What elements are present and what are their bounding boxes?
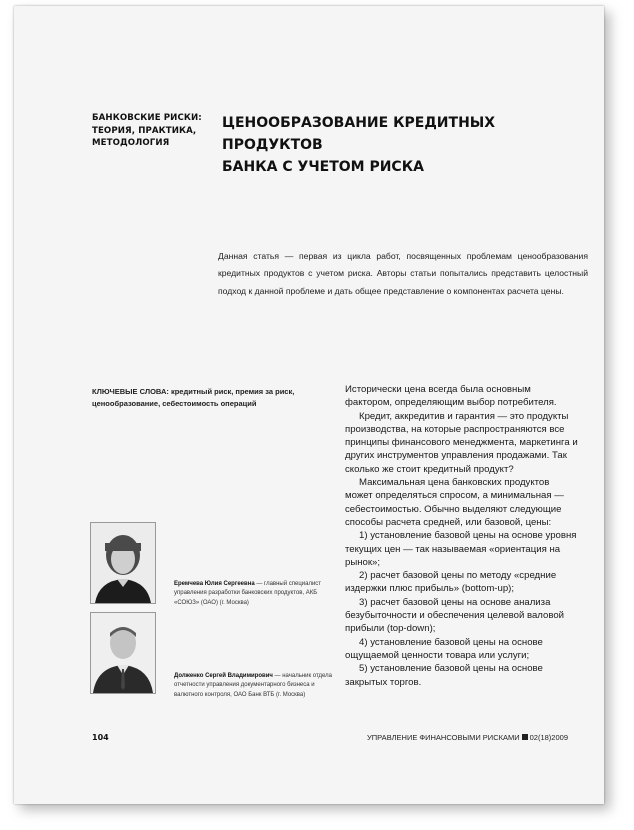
body-paragraph: Кредит, аккредитив и гарантия — это продукты производства, на которые распространяются все принципы финансового менеджмента, маркетинга и других инструментов управления продажами. Так сколько же стоит кредитный продукт?	[345, 410, 578, 475]
author-description: — главный специалист управления разработки банковских продуктов, АКБ «СОЮЗ» (ОАО) (г. Москва)	[174, 581, 322, 606]
author-name: Еремчева Юлия Сергеевна	[174, 581, 255, 587]
section-heading-line: МЕТОДОЛОГИЯ	[92, 138, 170, 148]
keywords: КЛЮЧЕВЫЕ СЛОВА: кредитный риск, премия за риск, ценообразование, себестоимость операций	[92, 387, 295, 408]
article-body	[345, 383, 579, 689]
journal-page	[14, 6, 604, 804]
list-item: 3) расчет базовой цены на основе анализа безубыточности и обеспечения целевой валовой прибыли (top-down);	[345, 596, 565, 635]
author-name: Долженко Сергей Владимирович	[174, 673, 273, 679]
list-item: 1) установление базовой цены на основе уровня текущих цен — так называемая «ориентация на рынок»;	[345, 530, 577, 568]
section-heading	[92, 112, 207, 150]
article-title-line: БАНКА С УЧЕТОМ РИСКА	[222, 159, 424, 175]
author-photo	[90, 612, 156, 694]
article-title	[222, 112, 592, 178]
article-title-line: ЦЕНООБРАЗОВАНИЕ КРЕДИТНЫХ ПРОДУКТОВ	[222, 115, 496, 153]
list-item: 5) установление базовой цены на основе закрытых торгов.	[345, 663, 543, 688]
author-info	[174, 672, 339, 700]
list-item: 4) установление базовой цены на основе ощущаемой ценности товара или услуги;	[345, 636, 543, 661]
article-abstract: Данная статья — первая из цикла работ, посвященных проблемам ценообразования кредитных продуктов с учетом риска. Авторы статьи попытались представить целостный подход к данной проблеме и дать общее представление о компонентах расчета цены.	[218, 251, 588, 296]
author-portrait-icon	[91, 613, 155, 693]
square-icon	[522, 734, 528, 740]
author-portrait-icon	[91, 523, 155, 603]
section-heading-line: БАНКОВСКИЕ РИСКИ:	[92, 113, 202, 123]
list-item: 2) расчет базовой цены по методу «средние издержки плюс прибыль» (bottom-up);	[345, 570, 557, 595]
journal-name: УПРАВЛЕНИЕ ФИНАНСОВЫМИ РИСКАМИ	[367, 733, 520, 742]
body-paragraph: Исторически цена всегда была основным фактором, определяющим выбор потребителя.	[345, 384, 557, 409]
journal-footer	[367, 733, 568, 742]
author-photo	[90, 522, 156, 604]
body-paragraph: Максимальная цена банковских продуктов может определяться спросом, а минимальная — себестоимостью. Обычно выделяют следующие способы расчета средней, или базовой, цены:	[345, 477, 564, 528]
section-heading-line: ТЕОРИЯ, ПРАКТИКА,	[92, 125, 197, 136]
author-description: — начальник отдела отчетности управления документарного бизнеса и валютного контроля, ОАО Банк ВТБ (г. Москва)	[174, 673, 333, 698]
author-info	[174, 580, 339, 608]
journal-issue: 02(18)2009	[529, 733, 568, 742]
page-number: 104	[92, 733, 109, 742]
